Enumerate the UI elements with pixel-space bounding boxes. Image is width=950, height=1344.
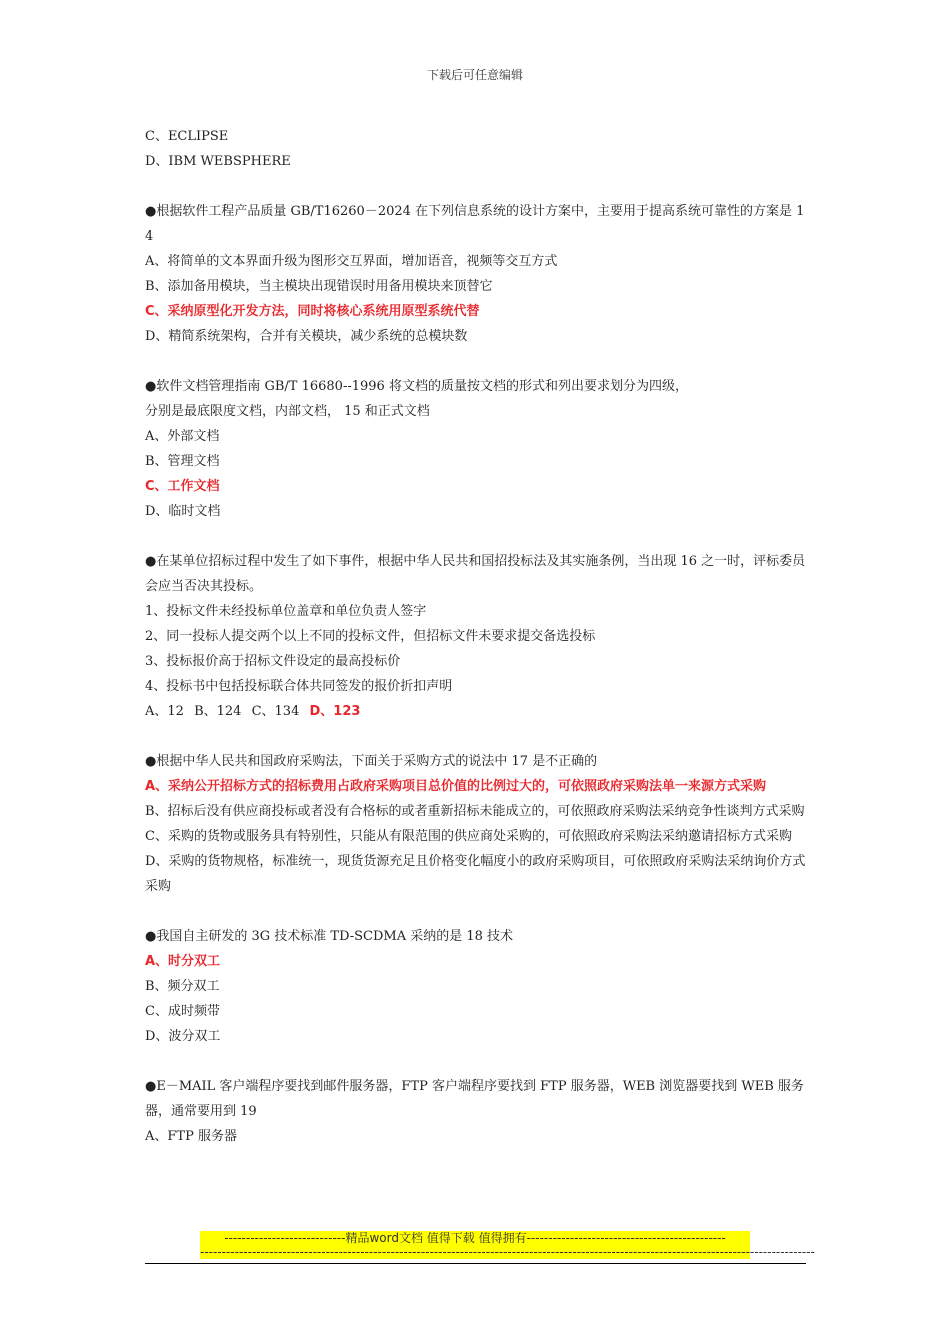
q15-option-b: B、管理文档 bbox=[145, 454, 220, 469]
footer-divider bbox=[145, 1263, 806, 1264]
q17-option-c: C、采购的货物或服务具有特别性，只能从有限范围的供应商处采购的，可依照政府采购法采纳邀请招标方式采购 bbox=[145, 829, 792, 844]
q17-option-d: D、采购的货物规格，标准统一，现货货源充足且价格变化幅度小的政府采购项目，可依照政府采购法采纳询价方式采购 bbox=[145, 854, 806, 894]
q18-option-b: B、频分双工 bbox=[145, 979, 220, 994]
q17-option-a-answer: A、采纳公开招标方式的招标费用占政府采购项目总价值的比例过大的，可依照政府采购法单一来源方式采购 bbox=[145, 779, 767, 794]
q15-option-d: D、临时文档 bbox=[145, 504, 221, 519]
q16-option-d-answer: D、123 bbox=[309, 704, 361, 719]
question-19-stem: ●E－MAIL 客户端程序要找到邮件服务器，FTP 客户端程序要找到 FTP 服务器，WEB 浏览器要找到 WEB 服务器，通常要用到 19 bbox=[145, 1079, 804, 1119]
q14-option-c-answer: C、采纳原型化开发方法，同时将核心系统用原型系统代替 bbox=[145, 304, 480, 319]
q15-option-c-answer: C、工作文档 bbox=[145, 479, 220, 494]
option-c: C、ECLIPSE bbox=[145, 129, 229, 144]
q14-option-d: D、精简系统架构，合并有关模块，减少系统的总模块数 bbox=[145, 329, 468, 344]
q15-option-a: A、外部文档 bbox=[145, 429, 220, 444]
q14-option-b: B、添加备用模块，当主模块出现错误时用备用模块来顶替它 bbox=[145, 279, 493, 294]
q16-option-c: C、134 bbox=[251, 704, 300, 719]
question-15-stem-line2: 分别是最底限度文档，内部文档， 15 和正式文档 bbox=[145, 404, 430, 419]
q16-option-a: A、12 bbox=[145, 704, 184, 719]
q16-item-4: 4、投标书中包括投标联合体共同签发的报价折扣声明 bbox=[145, 679, 453, 694]
q18-option-a-answer: A、时分双工 bbox=[145, 954, 221, 969]
q18-option-c: C、成时频带 bbox=[145, 1004, 220, 1019]
option-d: D、IBM WEBSPHERE bbox=[145, 154, 291, 169]
q18-option-d: D、波分双工 bbox=[145, 1029, 221, 1044]
footer-banner-line1: ----------------------------精品word文档 值得下载 值得拥有---------------------------------------------- bbox=[200, 1231, 750, 1245]
question-16-stem: ●在某单位招标过程中发生了如下事件，根据中华人民共和国招投标法及其实施条例，当出现 16 之一时，评标委员会应当否决其投标。 bbox=[145, 554, 806, 594]
document-body bbox=[145, 124, 810, 1149]
question-18-stem: ●我国自主研发的 3G 技术标准 TD-SCDMA 采纳的是 18 技术 bbox=[145, 929, 514, 944]
question-14-stem: ●根据软件工程产品质量 GB/T16260－2024 在下列信息系统的设计方案中，主要用于提高系统可靠性的方案是 14 bbox=[145, 204, 805, 244]
q16-option-b: B、124 bbox=[194, 704, 242, 719]
footer-banner-line2: ---------------------------------------------------------------------------------------------------------------------------------------------- bbox=[200, 1245, 815, 1259]
q19-option-a: A、FTP 服务器 bbox=[145, 1129, 237, 1144]
q16-item-1: 1、投标文件未经投标单位盖章和单位负责人签字 bbox=[145, 604, 427, 619]
q16-item-2: 2、同一投标人提交两个以上不同的投标文件，但招标文件未要求提交备选投标 bbox=[145, 629, 596, 644]
q17-option-b: B、招标后没有供应商投标或者没有合格标的或者重新招标未能成立的，可依照政府采购法采纳竞争性谈判方式采购 bbox=[145, 804, 805, 819]
footer-banner bbox=[200, 1231, 815, 1259]
q16-item-3: 3、投标报价高于招标文件设定的最高投标价 bbox=[145, 654, 401, 669]
question-17-stem: ●根据中华人民共和国政府采购法，下面关于采购方式的说法中 17 是不正确的 bbox=[145, 754, 598, 769]
page-header: 下载后可任意编辑 bbox=[426, 68, 523, 82]
q16-options bbox=[145, 699, 810, 724]
question-15-stem-line1: ●软件文档管理指南 GB/T 16680--1996 将文档的质量按文档的形式和列出要求划分为四级， bbox=[145, 379, 688, 394]
q14-option-a: A、将简单的文本界面升级为图形交互界面，增加语音，视频等交互方式 bbox=[145, 254, 558, 269]
